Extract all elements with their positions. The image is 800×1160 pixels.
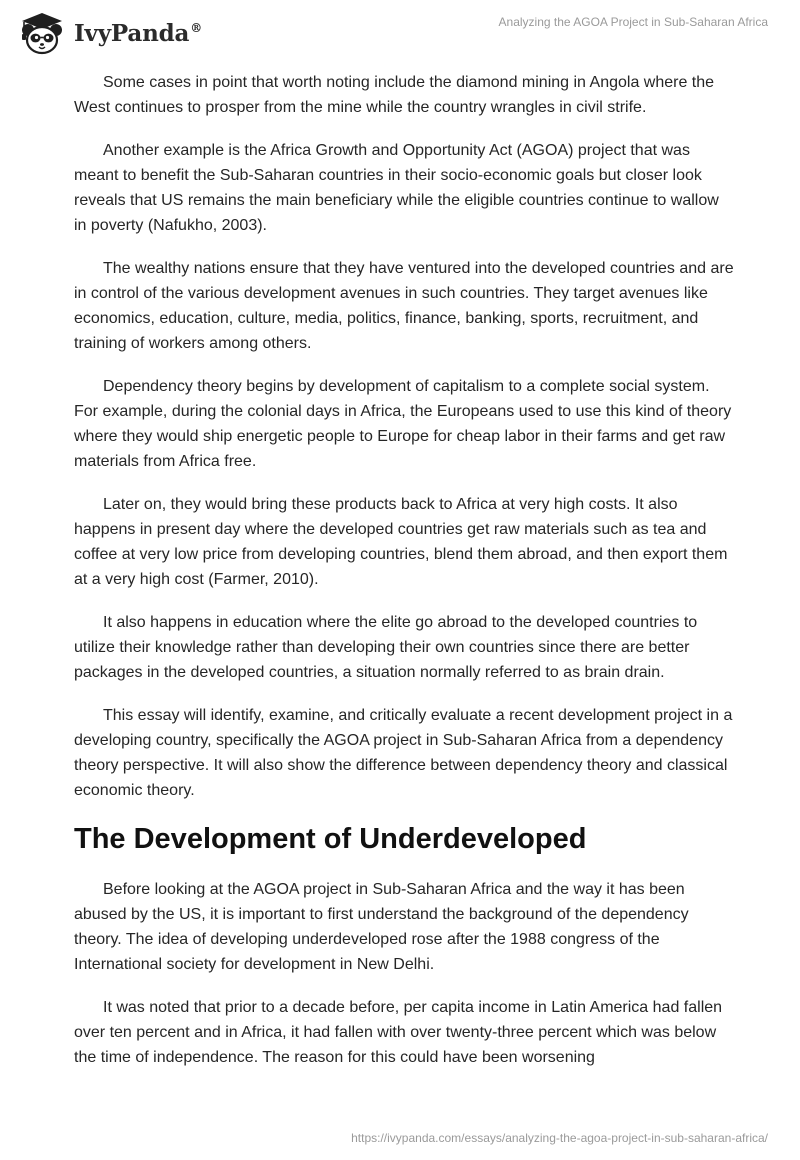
body-paragraph: Later on, they would bring these products back to Africa at very high costs. It also happens in present day where the developed countries get raw materials such as tea and coffee at very low price from developing countries, blend them abroad, and then export them at a very high cost (Farmer, 2010). bbox=[74, 496, 728, 588]
section-heading: The Development of Underdeveloped bbox=[74, 823, 587, 855]
essay-content bbox=[74, 70, 734, 1088]
body-paragraph: This essay will identify, examine, and critically evaluate a recent development project in a developing country, specifically the AGOA project in Sub-Saharan Africa from a dependency theory perspective. It will also show the difference between dependency theory and classical economic theory. bbox=[74, 707, 733, 799]
brand-name: IvyPanda® bbox=[74, 19, 202, 47]
body-paragraph: Dependency theory begins by development of capitalism to a complete social system. For example, during the colonial days in Africa, the Europeans used to use this kind of theory where they would ship energetic people to Europe for cheap labor in their farms and get raw materials from Africa free. bbox=[74, 378, 732, 470]
source-url[interactable]: https://ivypanda.com/essays/analyzing-the-agoa-project-in-sub-saharan-africa/ bbox=[351, 1131, 768, 1145]
body-paragraph: It was noted that prior to a decade before, per capita income in Latin America had fallen over ten percent and in Africa, it had fallen with over twenty-three percent which was below the time of independence. The reason for this could have been worsening bbox=[74, 999, 723, 1066]
body-paragraph: The wealthy nations ensure that they have ventured into the developed countries and are in control of the various development avenues in such countries. They target avenues like economics, education, culture, media, politics, finance, banking, sports, recruitment, and training of workers among others. bbox=[74, 260, 734, 352]
document-running-title: Analyzing the AGOA Project in Sub-Saharan Africa bbox=[498, 15, 768, 29]
body-paragraph: Before looking at the AGOA project in Sub-Saharan Africa and the way it has been abused by the US, it is important to first understand the background of the dependency theory. The idea of developing underdeveloped rose after the 1988 congress of the International society for development in New Delhi. bbox=[74, 881, 689, 973]
ivypanda-logo[interactable] bbox=[14, 8, 202, 58]
registered-mark: ® bbox=[190, 20, 202, 35]
body-paragraph: Another example is the Africa Growth and Opportunity Act (AGOA) project that was meant to benefit the Sub-Saharan countries in their socio-economic goals but closer look reveals that US remains the main beneficiary while the eligible countries continue to wallow in poverty (Nafukho, 2003). bbox=[74, 142, 719, 234]
page-header bbox=[0, 0, 800, 70]
body-paragraph: Some cases in point that worth noting include the diamond mining in Angola where the West continues to prosper from the mine while the country wrangles in civil strife. bbox=[74, 74, 715, 116]
body-paragraph: It also happens in education where the elite go abroad to the developed countries to utilize their knowledge rather than developing their own countries since there are better packages in the developed countries, a situation normally referred to as brain drain. bbox=[74, 614, 698, 681]
panda-graduate-icon bbox=[14, 8, 70, 58]
